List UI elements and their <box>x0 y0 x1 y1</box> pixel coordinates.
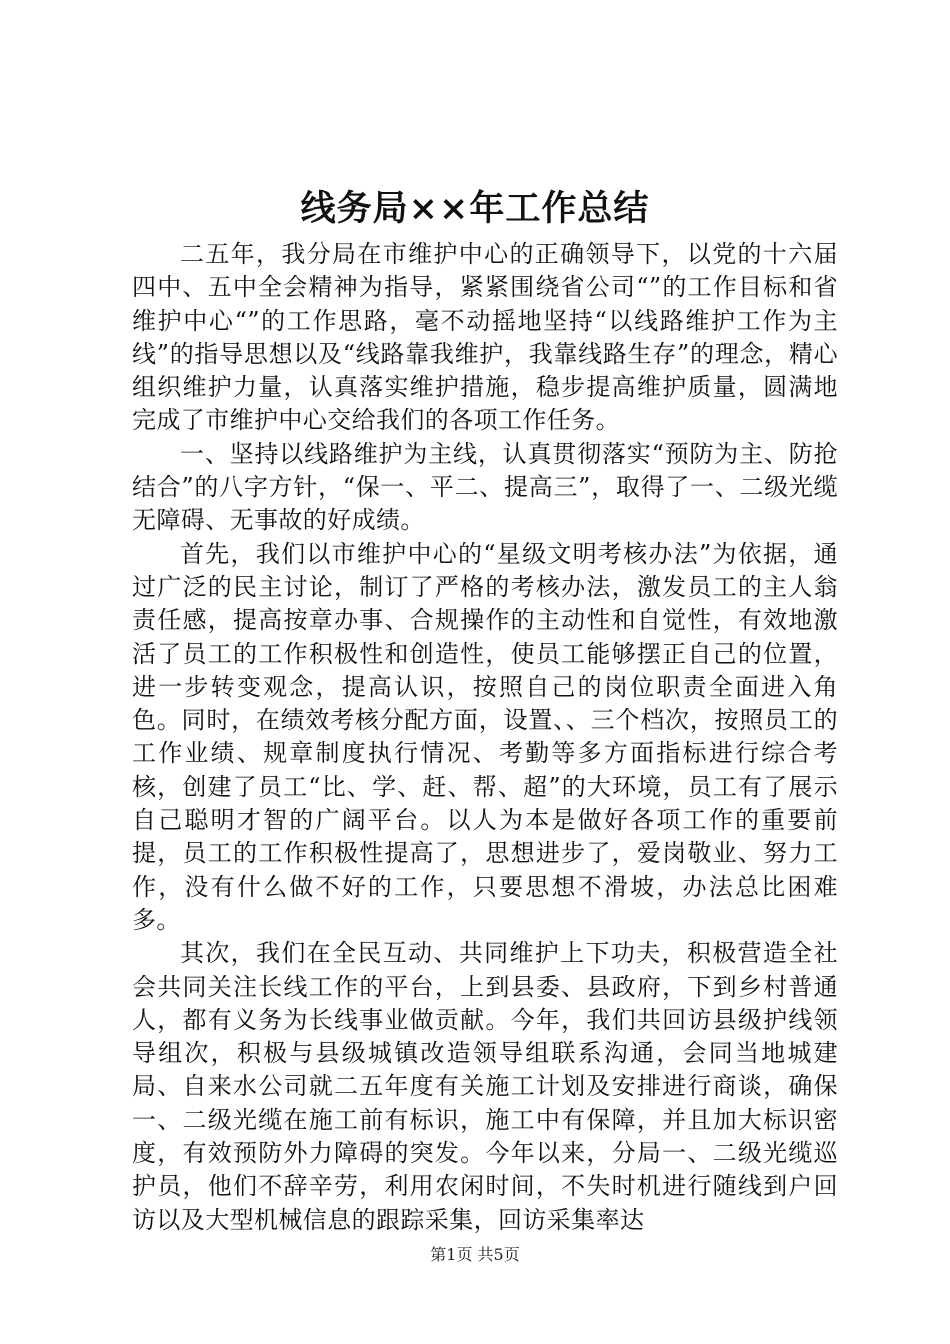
paragraph-first-point: 首先，我们以市维护中心的“星级文明考核办法”为依据，通过广泛的民主讨论，制订了严格的考核办法，激发员工的主人翁责任感，提高按章办事、合规操作的主动性和自觉性，有效地激活了员工的工作积极性和创造性，使员工能够摆正自己的位置，进一步转变观念，提高认识，按照自己的岗位职责全面进入角色。同时，在绩效考核分配方面，设置、、三个档次，按照员工的工作业绩、规章制度执行情况、考勤等多方面指标进行综合考核，创建了员工“比、学、赶、帮、超”的大环境，员工有了展示自己聪明才智的广阔平台。以人为本是做好各项工作的重要前提，员工的工作积极性提高了，思想进步了，爱岗敬业、努力工作，没有什么做不好的工作，只要思想不滑坡，办法总比困难多。 <box>132 539 838 934</box>
paragraph-intro: 二五年，我分局在市维护中心的正确领导下，以党的十六届四中、五中全会精神为指导，紧紧围绕省公司“”的工作目标和省维护中心“”的工作思路，毫不动摇地坚持“以线路维护工作为主线”的指导思想以及“线路靠我维护，我靠线路生存”的理念，精心组织维护力量，认真落实维护措施，稳步提高维护质量，圆满地完成了市维护中心交给我们的各项工作任务。 <box>132 240 838 435</box>
page-number-footer: 第1页 共5页 <box>430 1245 520 1264</box>
document-body <box>132 238 838 1237</box>
paragraph-second-point: 其次，我们在全民互动、共同维护上下功夫，积极营造全社会共同关注长线工作的平台，上到县委、县政府，下到乡村普通人，都有义务为长线事业做贡献。今年，我们共回访县级护线领导组次，积极与县级城镇改造领导组联系沟通，会同当地城建局、自来水公司就二五年度有关施工计划及安排进行商谈，确保一、二级光缆在施工前有标识，施工中有保障，并且加大标识密度，有效预防外力障碍的突发。今年以来，分局一、二级光缆巡护员，他们不辞辛劳，利用农闲时间，不失时机进行随线到户回访以及大型机械信息的跟踪采集，回访采集率达 <box>132 939 838 1234</box>
document-title: 线务局××年工作总结 <box>300 188 650 229</box>
paragraph-section-one: 一、坚持以线路维护为主线，认真贯彻落实“预防为主、防抢结合”的八字方针，“保一、平二、提高三”，取得了一、二级光缆无障碍、无事故的好成绩。 <box>132 439 838 535</box>
